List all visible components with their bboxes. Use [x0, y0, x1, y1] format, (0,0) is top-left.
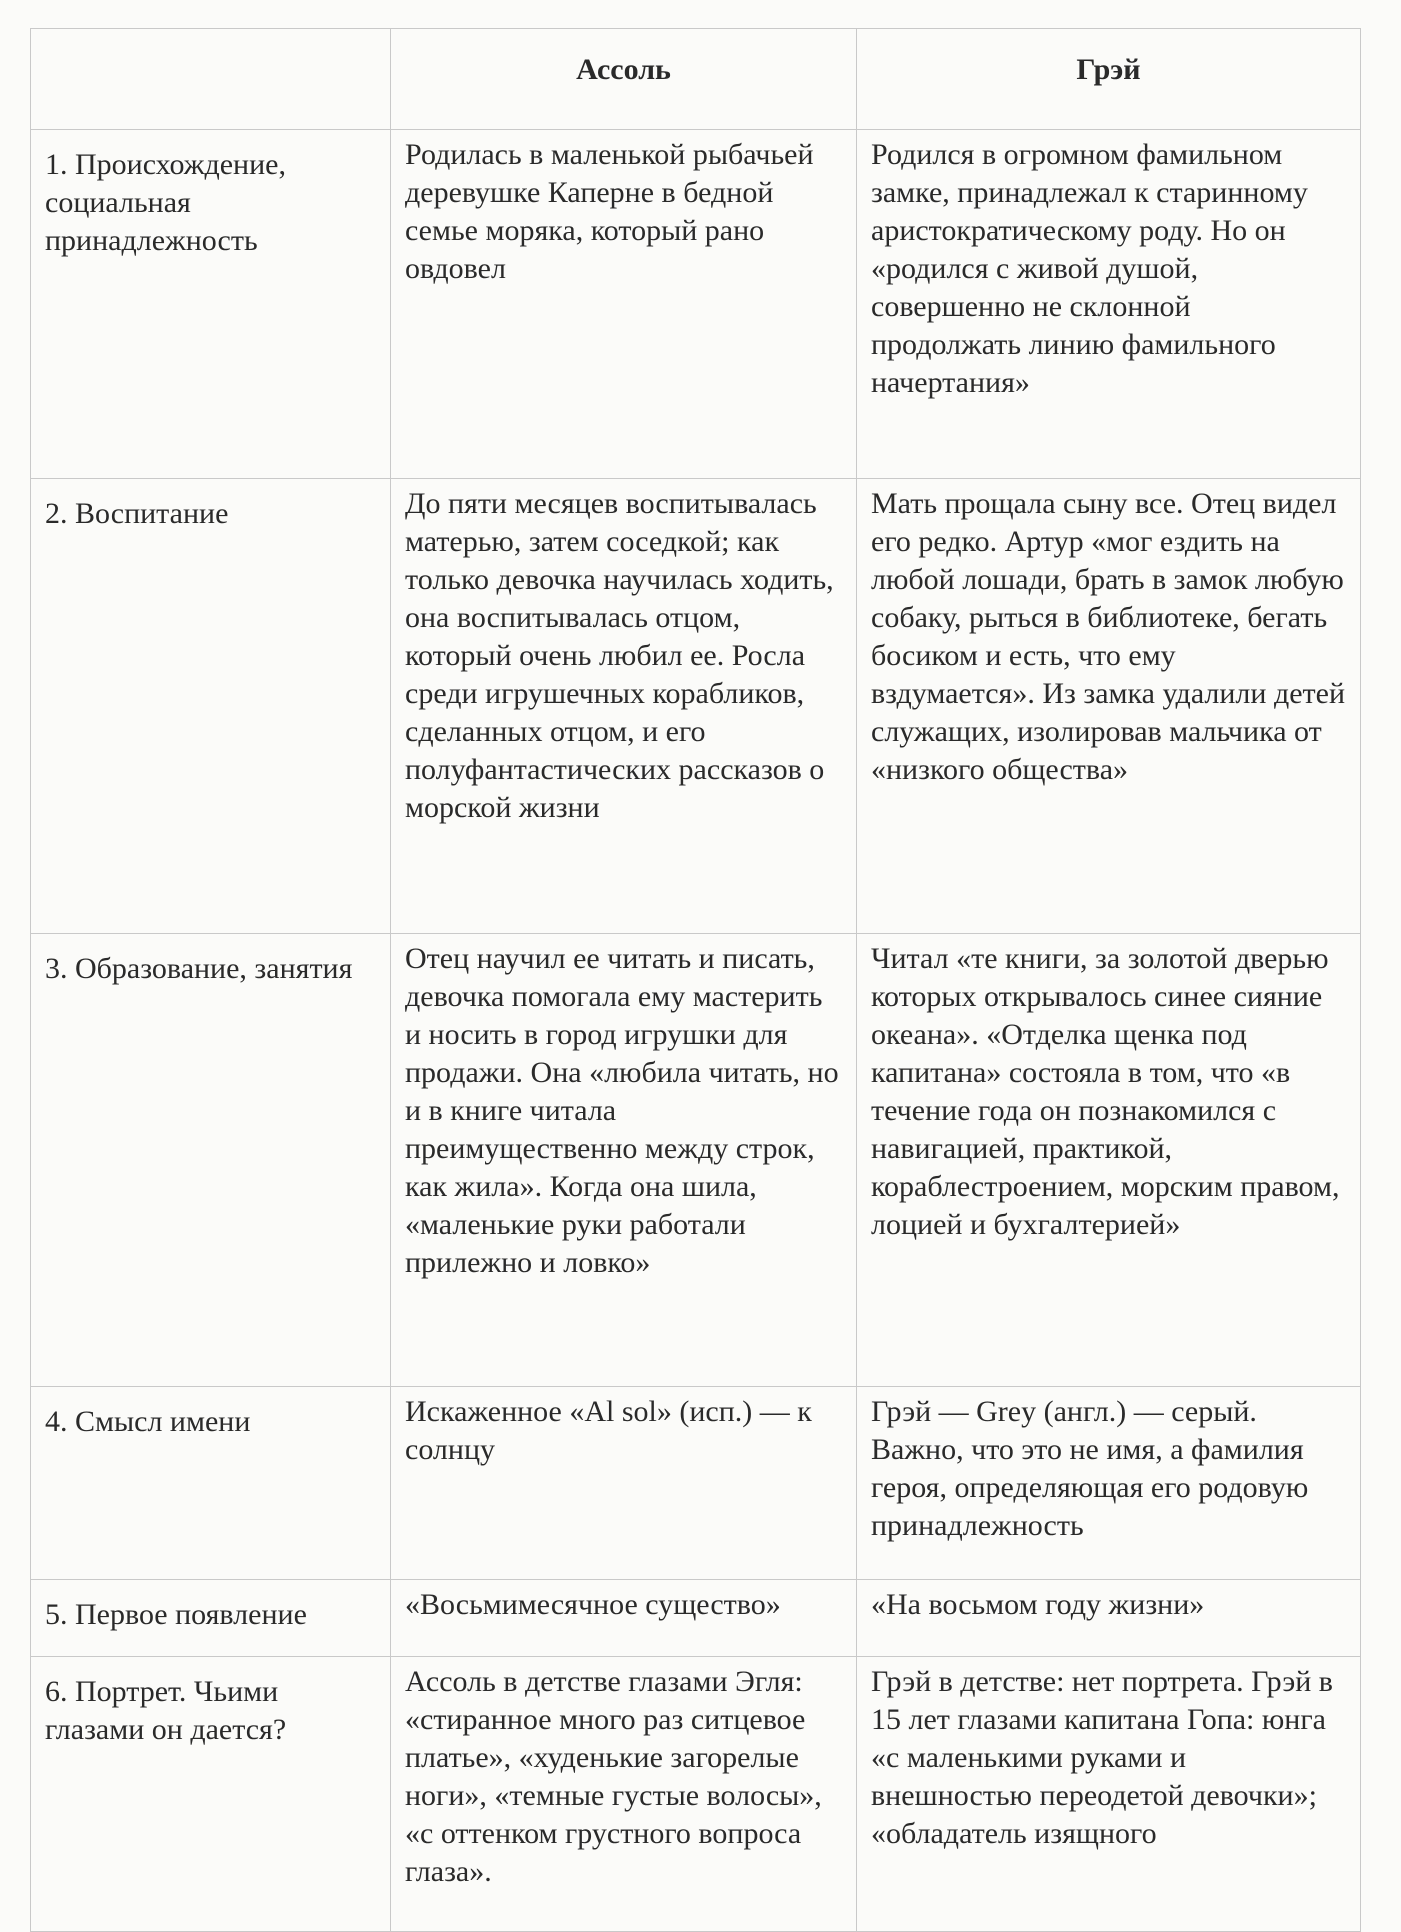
assol-text: Ассоль в детстве глазами Эгля: «стиранное много раз ситцевое платье», «худенькие загорелые ноги», «темные густые волосы», «с оттенком грустного вопроса глаза». [405, 1665, 822, 1888]
table-row [31, 1657, 1361, 1932]
table-row [31, 130, 1361, 479]
topic-text: 5. Первое появление [45, 1598, 307, 1631]
header-topic-cell [31, 29, 391, 130]
grey-text: Читал «те книги, за золотой дверью которых открывалось синее сияние океана». «Отделка щенка под капитана» состояла в том, что «в течение года он познакомился с навигацией, практикой, кораблестроением, морским правом, лоцией и бухгалтерией» [871, 942, 1340, 1241]
header-assol-cell: Ассоль [391, 29, 857, 130]
topic-cell [31, 1580, 391, 1657]
table-row [31, 934, 1361, 1387]
topic-cell [31, 1387, 391, 1580]
grey-cell [857, 130, 1361, 479]
assol-cell [391, 479, 857, 934]
topic-cell [31, 479, 391, 934]
grey-cell [857, 934, 1361, 1387]
table-row [31, 1580, 1361, 1657]
grey-text: «На восьмом году жизни» [871, 1588, 1205, 1621]
topic-text: 1. Происхождение, социальная принадлежность [45, 148, 286, 257]
assol-text: «Восьмимесячное существо» [405, 1588, 781, 1621]
grey-cell [857, 1657, 1361, 1932]
topic-cell [31, 934, 391, 1387]
topic-cell [31, 130, 391, 479]
assol-cell [391, 130, 857, 479]
header-grey-cell: Грэй [857, 29, 1361, 130]
assol-cell [391, 1580, 857, 1657]
assol-cell [391, 1657, 857, 1932]
topic-text: 2. Воспитание [45, 497, 229, 530]
topic-text: 4. Смысл имени [45, 1405, 251, 1438]
assol-text: Родилась в маленькой рыбачьей деревушке Каперне в бедной семье моряка, который рано овдовел [405, 138, 814, 285]
assol-text: До пяти месяцев воспитывалась матерью, затем соседкой; как только девочка научилась ходить, она воспитывалась отцом, который очень любил ее. Росла среди игрушечных корабликов, сделанных отцом, и его полуфантастических рассказов о морской жизни [405, 487, 834, 824]
grey-text: Мать прощала сыну все. Отец видел его редко. Артур «мог ездить на любой лошади, брать в замок любую собаку, рыться в библиотеке, бегать босиком и есть, что ему вздумается». Из замка удалили детей служащих, изолировав мальчика от «низкого общества» [871, 487, 1346, 786]
table-row [31, 479, 1361, 934]
table-row [31, 1387, 1361, 1580]
assol-text: Отец научил ее читать и писать, девочка помогала ему мастерить и носить в город игрушки для продажи. Она «любила читать, но и в книге читала преимущественно между строк, как жила». Когда она шила, «маленькие руки работали прилежно и ловко» [405, 942, 839, 1279]
topic-cell [31, 1657, 391, 1932]
grey-text: Родился в огромном фамильном замке, принадлежал к старинному аристократическому роду. Но он «родился с живой душой, совершенно не склонной продолжать линию фамильного начертания» [871, 138, 1308, 399]
grey-cell [857, 479, 1361, 934]
assol-cell [391, 1387, 857, 1580]
comparison-table [30, 28, 1361, 1932]
assol-text: Искаженное «Al sol» (исп.) — к солнцу [405, 1395, 812, 1466]
assol-cell [391, 934, 857, 1387]
table-header-row [31, 29, 1361, 130]
topic-text: 6. Портрет. Чьими глазами он дается? [45, 1675, 287, 1746]
grey-text: Грэй в детстве: нет портрета. Грэй в 15 лет глазами капитана Гопа: юнга «с маленькими руками и внешностью переодетой девочки»; «обладатель изящного [871, 1665, 1333, 1850]
grey-cell [857, 1387, 1361, 1580]
grey-cell [857, 1580, 1361, 1657]
topic-text: 3. Образование, занятия [45, 952, 353, 985]
grey-text: Грэй — Grey (англ.) — серый. Важно, что это не имя, а фамилия героя, определяющая его родовую принадлежность [871, 1395, 1309, 1542]
